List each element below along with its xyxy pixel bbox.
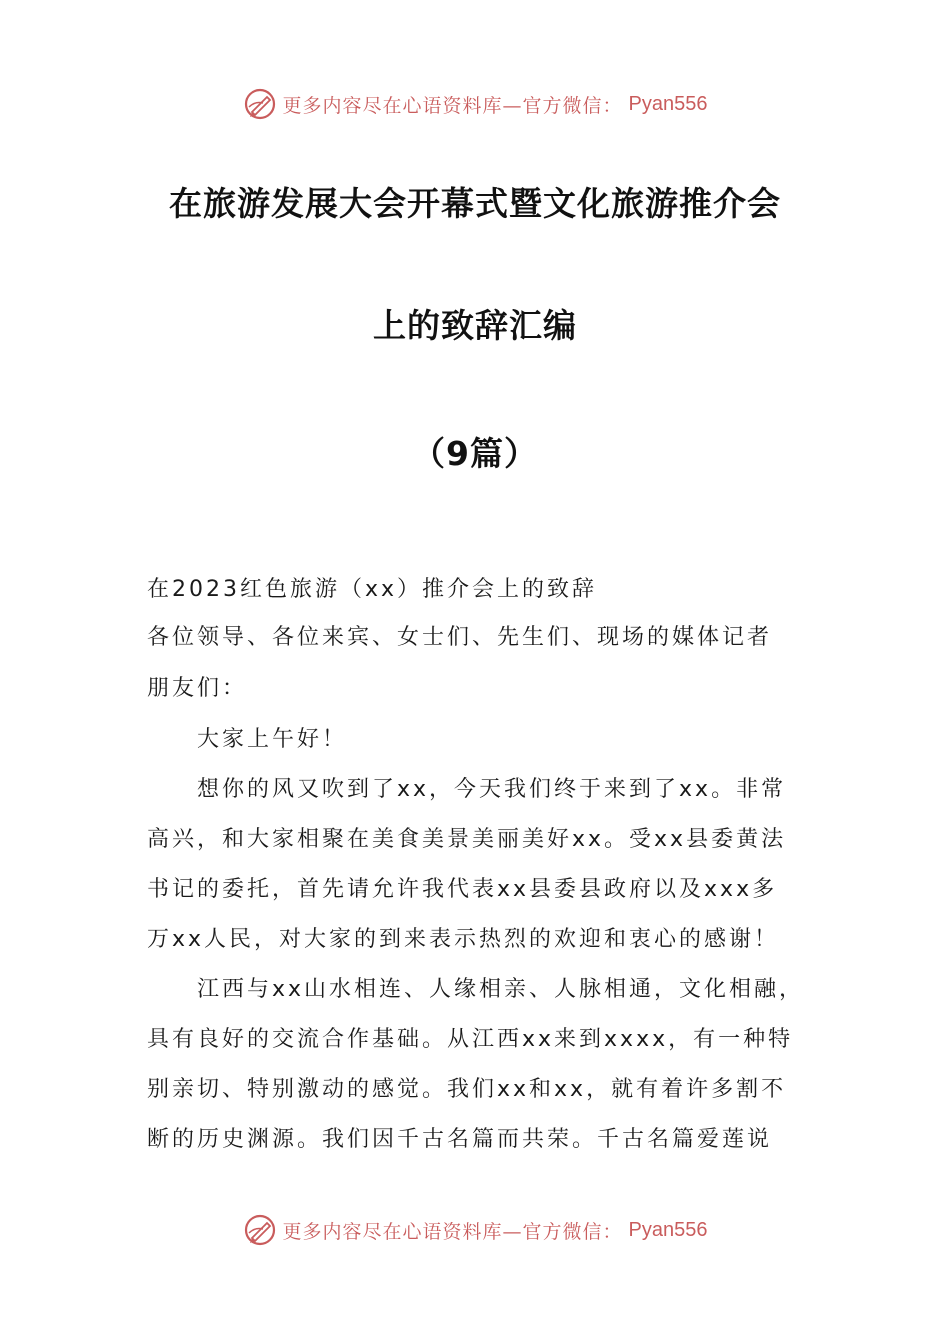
greeting-line: 大家上午好！ (197, 727, 348, 752)
paragraph-line: 万xx人民，对大家的到来表示热烈的欢迎和衷心的感谢！ (147, 927, 780, 952)
watermark-text: 更多内容尽在心语资料库—官方微信： (282, 94, 623, 117)
watermark-wechat-id: Pyan556 (628, 1218, 708, 1241)
document-title-count: （9篇） (412, 434, 538, 473)
document-title-line-1: 在旅游发展大会开幕式暨文化旅游推介会 (169, 184, 781, 223)
paragraph-line: 想你的风又吹到了xx，今天我们终于来到了xx。非常 (197, 777, 787, 802)
document-title-line-2: 上的致辞汇编 (373, 306, 577, 345)
speech-heading: 在2023红色旅游（xx）推介会上的致辞 (147, 577, 598, 602)
paragraph-line: 江西与xx山水相连、人缘相亲、人脉相通，文化相融， (197, 977, 805, 1002)
paragraph-line: 别亲切、特别激动的感觉。我们xx和xx，就有着许多割不 (147, 1077, 787, 1102)
watermark-text: 更多内容尽在心语资料库—官方微信： (282, 1220, 623, 1243)
pen-logo-icon (243, 1213, 277, 1247)
watermark-wechat-id: Pyan556 (628, 92, 708, 115)
pen-logo-icon (243, 87, 277, 121)
paragraph-line: 具有良好的交流合作基础。从江西xx来到xxxx，有一种特 (147, 1027, 794, 1052)
paragraph-line: 书记的委托，首先请允许我代表xx县委县政府以及xxx多 (147, 877, 778, 902)
footer-watermark (0, 1210, 950, 1250)
salutation-line: 朋友们： (147, 676, 248, 701)
paragraph-line: 断的历史渊源。我们因千古名篇而共荣。千古名篇爱莲说 (147, 1127, 773, 1152)
header-watermark (0, 84, 950, 124)
salutation-line: 各位领导、各位来宾、女士们、先生们、现场的媒体记者 (147, 625, 773, 650)
paragraph-line: 高兴，和大家相聚在美食美景美丽美好xx。受xx县委黄法 (147, 827, 787, 852)
